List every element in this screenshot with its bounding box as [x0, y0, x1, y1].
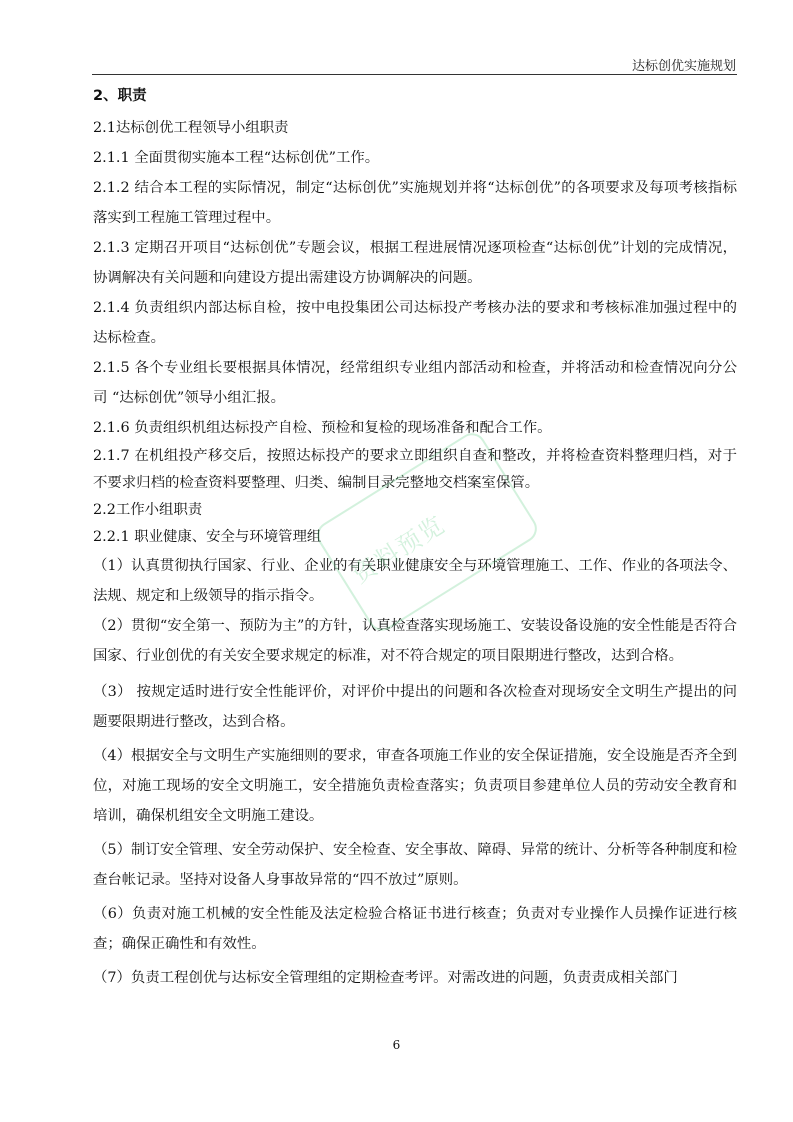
list-item: （2）贯彻“安全第一、预防为主”的方针，认真检查落实现场施工、安装设备设施的安全性能是否符合国家、行业创优的有关安全要求规定的标准，对不符合规定的项目限期进行整改，达到合格。: [93, 618, 737, 664]
paragraph: 2.1.3 定期召开项目“达标创优”专题会议，根据工程进展情况逐项检查“达标创优”计划的完成情况，协调解决有关问题和向建设方提出需建设方协调解决的问题。: [93, 240, 737, 286]
list-item: （1）认真贯彻执行国家、行业、企业的有关职业健康安全与环境管理施工、工作、作业的各项法令、法规、规定和上级领导的指示指令。: [93, 558, 737, 604]
paragraph: 2.1.2 结合本工程的实际情况，制定“达标创优”实施规划并将“达标创优”的各项要求及每项考核指标落实到工程施工管理过程中。: [93, 180, 737, 226]
list-item: （5）制订安全管理、安全劳动保护、安全检查、安全事故、障碍、异常的统计、分析等各种制度和检查台帐记录。坚持对设备人身事故异常的“四不放过”原则。: [93, 842, 737, 888]
paragraph: 2.1.4 负责组织内部达标自检，按中电投集团公司达标投产考核办法的要求和考核标准加强过程中的达标检查。: [93, 300, 737, 346]
list-item: （6）负责对施工机械的安全性能及法定检验合格证书进行核查；负责对专业操作人员操作证进行核查；确保正确性和有效性。: [93, 906, 737, 952]
page-number: 6: [392, 1038, 401, 1052]
section-title: 2、职责: [93, 88, 147, 104]
paragraph: 2.1.7 在机组投产移交后，按照达标投产的要求立即组织自查和整改，并将检查资料整理归档，对于不要求归档的检查资料要整理、归类、编制目录完整地交档案室保管。: [93, 448, 737, 491]
list-item: （3） 按规定适时进行安全性能评价，对评价中提出的问题和各次检查对现场安全文明生产提出的问题要限期进行整改，达到合格。: [93, 684, 737, 730]
paragraph: 2.1.1 全面贯彻实施本工程“达标创优”工作。: [93, 150, 380, 166]
paragraph: 2.1.5 各个专业组长要根据具体情况，经常组织专业组内部活动和检查，并将活动和检查情况向分公司 “达标创优”领导小组汇报。: [93, 360, 737, 406]
running-header: 达标创优实施规划: [631, 59, 736, 74]
list-item: （7）负责工程创优与达标安全管理组的定期检查考评。对需改进的问题，负责责成相关部门: [93, 970, 678, 986]
list-item: （4）根据安全与文明生产实施细则的要求，审查各项施工作业的安全保证措施，安全设施是否齐全到位，对施工现场的安全文明施工，安全措施负责检查落实；负责项目参建单位人员的劳动安全教育和培训，确保机组安全文明施工建设。: [93, 748, 737, 824]
paragraph: 2.1.6 负责组织机组达标投产自检、预检和复检的现场准备和配合工作。: [93, 420, 552, 436]
watermark-stamp: 资料预览: [312, 428, 542, 636]
header-rule: [92, 74, 737, 75]
subsection-heading: 2.1达标创优工程领导小组职责: [93, 120, 289, 136]
subsection-heading: 2.2工作小组职责: [93, 502, 203, 518]
subsection-heading: 2.2.1 职业健康、安全与环境管理组: [93, 529, 322, 545]
